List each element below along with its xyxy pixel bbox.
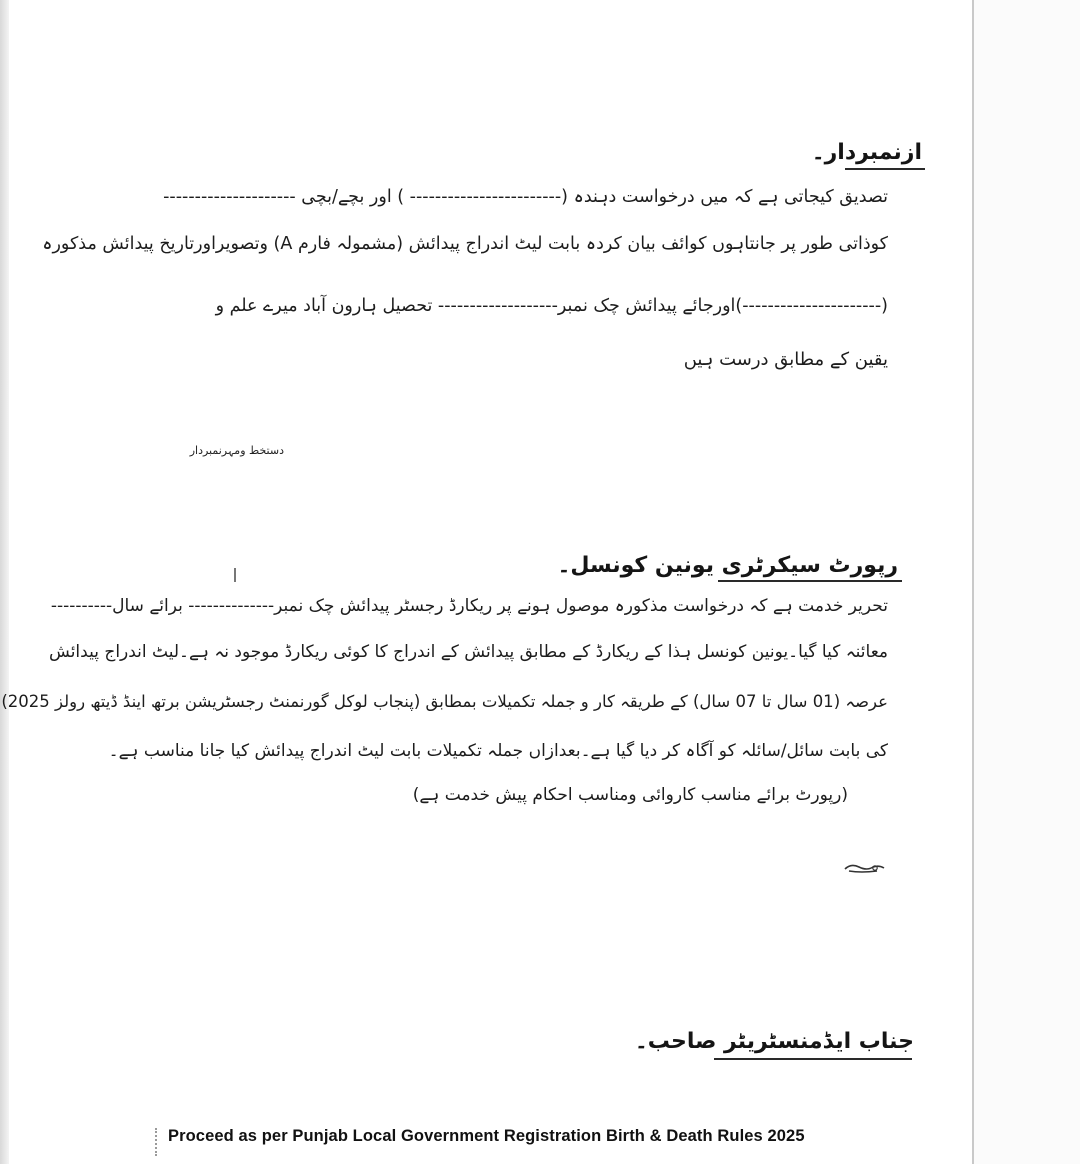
report-line-4: کی بابت سائل/سائلہ کو آگاہ کر دیا گیا ہے۔بعدازاں جملہ تکمیلات بابت لیٹ اندراج پیدائش کیا جانا مناسب ہے۔	[108, 741, 888, 761]
footer-scan-marks	[155, 1128, 161, 1156]
numberdar-heading-underline	[845, 168, 925, 170]
administrator-heading: جناب ایڈمنسٹریٹر صاحب۔	[634, 1029, 914, 1054]
report-line-2: معائنہ کیا گیا۔یونین کونسل ہذا کے ریکارڈ کے مطابق پیدائش کے اندراج کا کوئی ریکارڈ موجود نہ ہے۔لیٹ اندراج پیدائش	[49, 642, 888, 662]
page-left-edge	[0, 0, 9, 1164]
margin-tick-mark	[234, 568, 236, 582]
secretary-report-heading-underline	[718, 580, 902, 582]
administrator-heading-underline	[714, 1058, 912, 1060]
numberdar-line-3: (----------------------)اورجائے پیدائش چک نمبر------------------- تحصیل ہارون آباد میرے علم و	[215, 296, 888, 316]
numberdar-heading: ازنمبردار۔	[811, 140, 922, 165]
page-right-margin	[974, 0, 1080, 1164]
numberdar-signature-label: دستخط ومہرنمبردار	[189, 444, 284, 457]
secretary-report-heading: رپورٹ سیکرٹری یونین کونسل۔	[557, 553, 898, 578]
numberdar-line-4: یقین کے مطابق درست ہیں	[683, 349, 888, 370]
footer-instruction: Proceed as per Punjab Local Government Registration Birth & Death Rules 2025	[168, 1127, 805, 1145]
report-line-5: (رپورٹ برائے مناسب کاروائی ومناسب احکام پیش خدمت ہے)	[412, 785, 848, 805]
report-line-3: عرصہ (01 سال تا 07 سال) کے طریقہ کار و جملہ تکمیلات بمطابق (پنجاب لوکل گورنمنٹ رجسٹریشن برتھ اینڈ ڈیتھ رولز 2025)	[1, 692, 888, 711]
numberdar-line-2: کوذاتی طور پر جانتاہوں کوائف بیان کردہ بابت لیٹ اندراج پیدائش (مشمولہ فارم A) وتصویراورتاریخ پیدائش مذکورہ	[42, 234, 888, 254]
initials-mark	[843, 860, 887, 876]
report-line-1: تحریر خدمت ہے کہ درخواست مذکورہ موصول ہونے پر ریکارڈ رجسٹر پیدائش چک نمبر-------------- برائے سال----------	[50, 596, 888, 616]
numberdar-line-1: تصدیق کیجاتی ہے کہ میں درخواست دہندہ (------------------------ ) اور بچے/بچی ---------------------	[163, 187, 888, 207]
